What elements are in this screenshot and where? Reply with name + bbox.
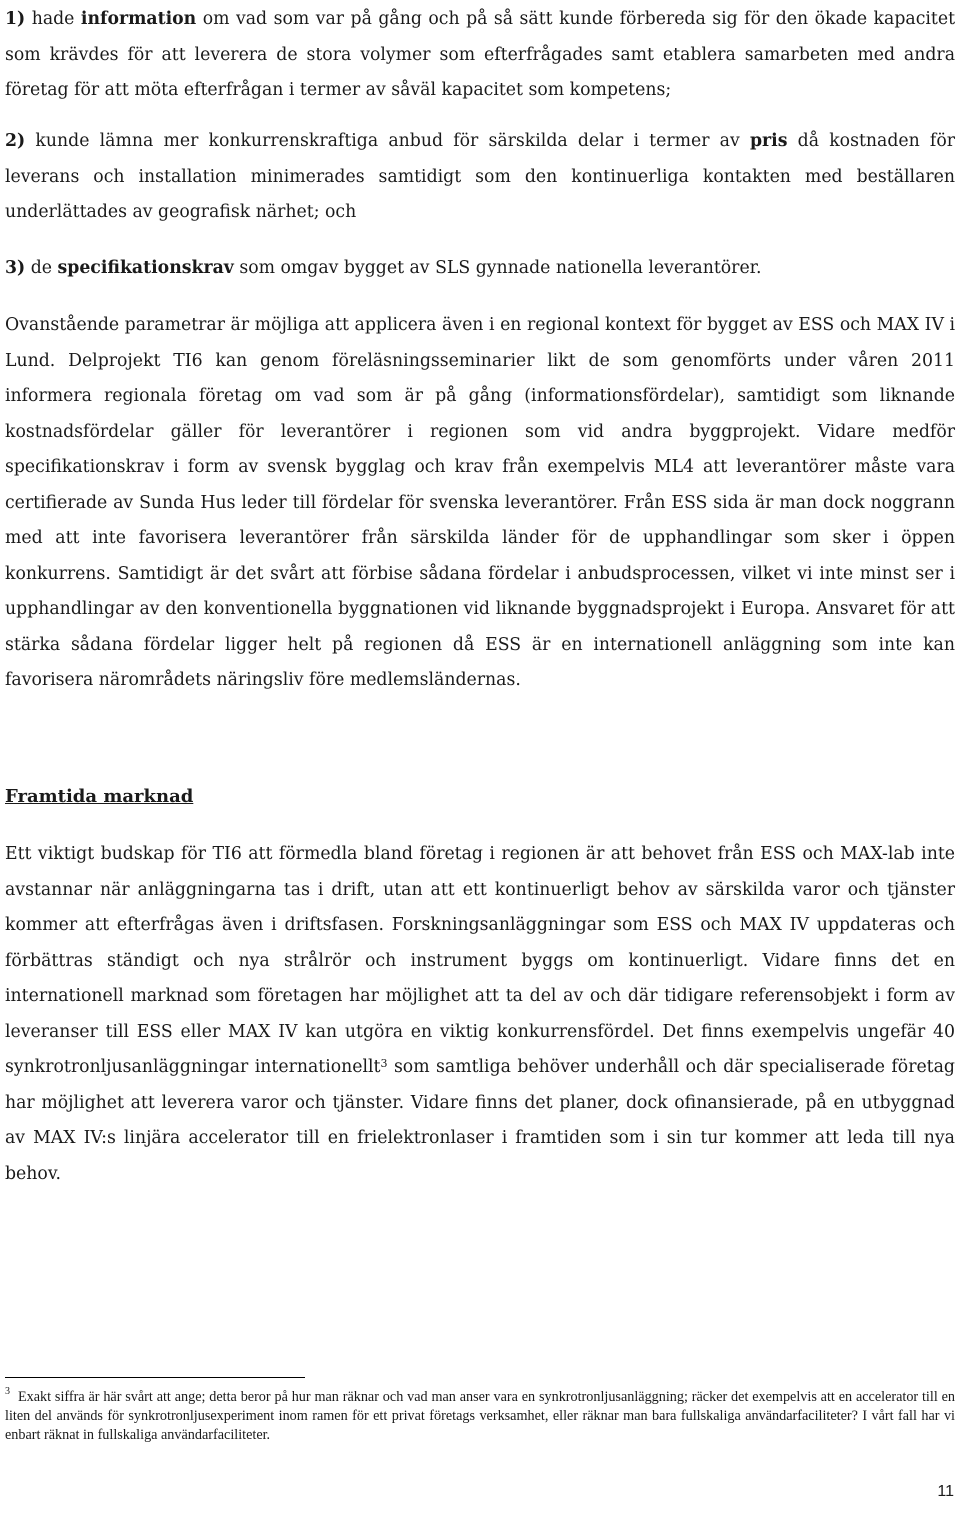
list-text-after: som omgav bygget av SLS gynnade nationella leverantörer. (239, 258, 762, 278)
list-item-3 (5, 251, 955, 287)
list-number: 2) (5, 131, 26, 151)
list-text-before: hade (31, 9, 75, 29)
body-paragraph-1 (5, 308, 955, 699)
list-number: 3) (5, 258, 26, 278)
list-text-before: de (30, 258, 52, 278)
list-item-2 (5, 124, 955, 231)
list-bold-term: pris (749, 131, 788, 151)
paragraph-text-after: som samtliga behöver underhåll och där specialiserade företag har möjlighet att leverera varor och tjänster. Vidare finns det planer, dock ofinansierade, på en utbyggnad av MAX IV:s linjära accelerator till en frielektronlaser i framtiden som i sin tur kommer att leda till nya behov. (5, 1057, 955, 1184)
section-heading: Framtida marknad (5, 786, 194, 807)
section-heading-block (5, 786, 955, 807)
footnote-divider (5, 1377, 305, 1378)
list-bold-term: information (80, 9, 197, 29)
list-text-after: då kostnaden för leverans och installation minimerades samtidigt som den kontinuerliga kontakten med beställaren underlättades av geografisk närhet; och (5, 131, 955, 222)
list-number: 1) (5, 9, 26, 29)
paragraph-text: Ovanstående parametrar är möjliga att applicera även i en regional kontext för bygget av ESS och MAX IV i Lund. Delprojekt TI6 kan genom föreläsningsseminarier likt de som genomförts under våren 2011 informera regionala företag om vad som är på gång (informationsfördelar), samtidigt som liknande kostnadsfördelar gäller för leverantörer i regionen som vid andra byggprojekt. Vidare medför specifikationskrav i form av svensk bygglag och krav från exempelvis ML4 att leverantörer måste vara certifierade av Sunda Hus leder till fördelar för svenska leverantörer. Från ESS sida är man dock noggrann med att inte favorisera leverantörer från särskilda länder för de upphandlingar som sker i öppen konkurrens. Samtidigt är det svårt att förbise sådana fördelar i anbudsprocessen, vilket vi inte minst ser i upphandlingar av den konventionella byggnationen vid liknande byggnadsprojekt i Europa. Ansvaret för att stärka sådana fördelar ligger helt på regionen då ESS är en internationell anläggning som inte kan favorisera närområdets näringsliv före medlemsländernas. (5, 315, 955, 690)
footnote-text: Exakt siffra är här svårt att ange; detta beror på hur man räknar och vad man anser vara en synkrotronljusanläggning; räcker det exempelvis att en accelerator till en liten del används för synkrotronljusexperiment inom ramen för ett privat företags verksamhet, eller räknar man bara fullskaliga användarfaciliteter? I vårt fall har vi enbart räknat in fullskaliga användarfaciliteter. (5, 1389, 955, 1443)
page-number: 11 (937, 1483, 954, 1500)
body-paragraph-2 (5, 837, 955, 1192)
footnote-marker: 3 (5, 1386, 10, 1397)
list-text-before: kunde lämna mer konkurrenskraftiga anbud för särskilda delar i termer av (35, 131, 740, 151)
list-text-after: om vad som var på gång och på så sätt kunde förbereda sig för den ökade kapacitet som krävdes för att leverera de stora volymer som efterfrågades samt etablera samarbeten med andra företag för att möta efterfrågan i termer av såväl kapacitet som kompetens; (5, 9, 956, 100)
footnote (5, 1388, 955, 1445)
list-bold-term: specifikationskrav (57, 258, 234, 278)
footnote-reference: 3 (380, 1057, 388, 1070)
paragraph-text-before: Ett viktigt budskap för TI6 att förmedla bland företag i regionen är att behovet från ESS och MAX-lab inte avstannar när anläggningarna tas i drift, utan att ett kontinuerligt behov av särskilda varor och tjänster kommer att efterfrågas även i driftsfasen. Forskningsanläggningar som ESS och MAX IV uppdateras och förbättras ständigt och nya strålrör och instrument byggs om kontinuerligt. Vidare finns det en internationell marknad som företagen har möjlighet att ta del av och där tidigare referensobjekt i form av leveranser till ESS eller MAX IV kan utgöra en viktig konkurrensfördel. Det finns exempelvis ungefär 40 synkrotronljusanläggningar internationellt (5, 844, 955, 1077)
list-item-1 (5, 2, 955, 109)
